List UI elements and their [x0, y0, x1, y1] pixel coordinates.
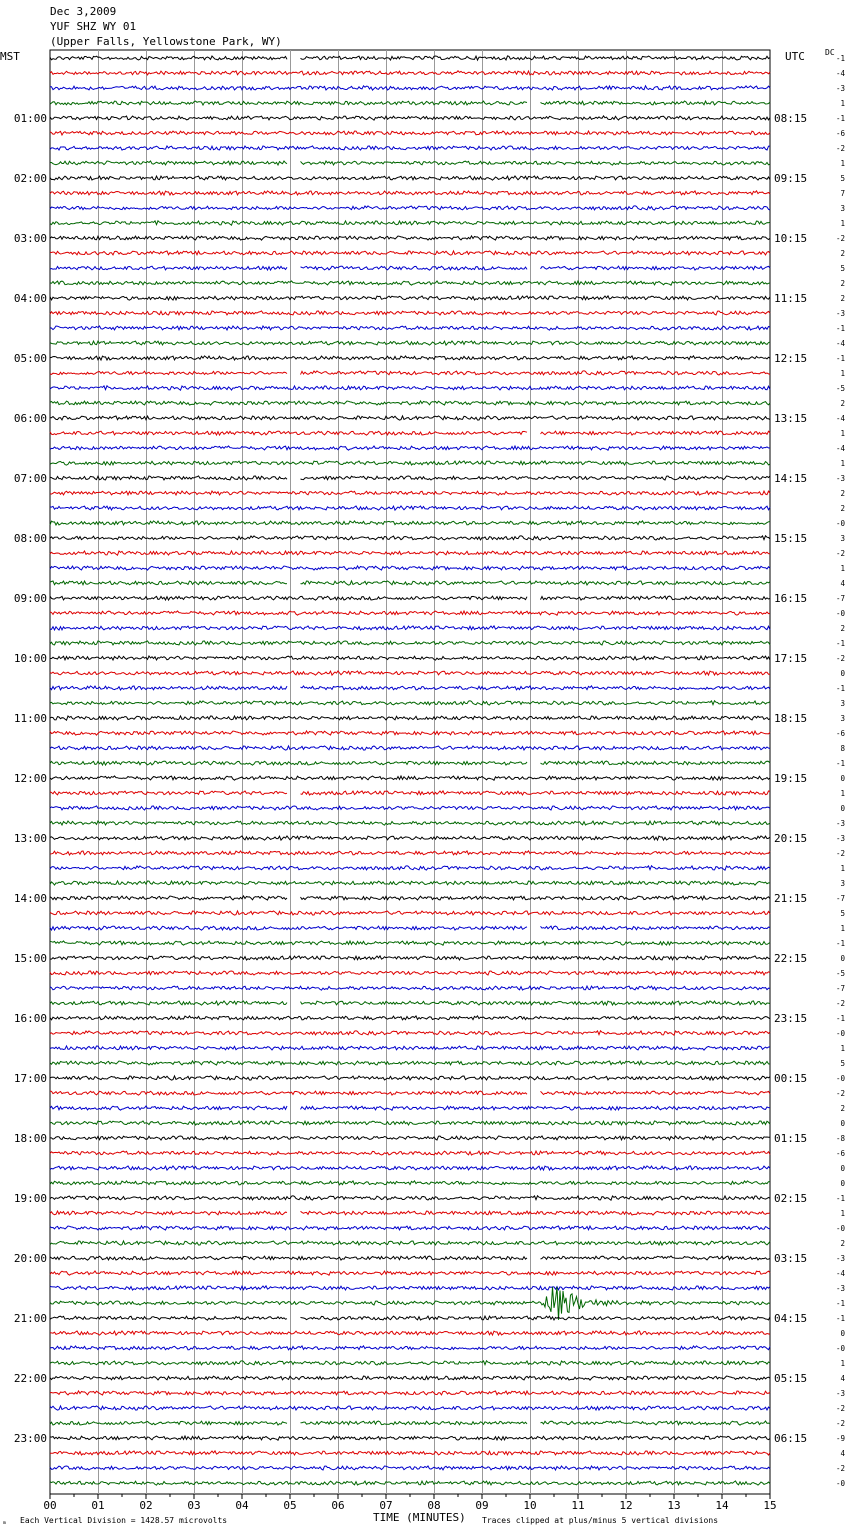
- dc-offset-value: 1: [840, 789, 845, 798]
- utc-hour-label: 11:15: [774, 292, 808, 305]
- seismic-trace-3: [50, 101, 770, 105]
- seismic-trace-32: [50, 536, 770, 540]
- dc-offset-value: 1: [840, 99, 845, 108]
- dc-offset-value: -0: [835, 609, 845, 618]
- seismic-trace-54: [50, 866, 770, 870]
- seismic-trace-56: [50, 896, 770, 900]
- dc-offset-value: 0: [840, 1179, 845, 1188]
- mst-hour-label: 03:00: [13, 232, 47, 245]
- seismic-trace-62: [50, 986, 770, 990]
- mst-hour-label: 05:00: [13, 352, 47, 365]
- seismic-trace-35: [50, 581, 770, 585]
- station-code: YUF SHZ WY 01: [50, 20, 137, 33]
- seismic-trace-76: [50, 1196, 770, 1200]
- dc-offset-value: -2: [835, 1404, 845, 1413]
- seismic-trace-75: [50, 1181, 770, 1185]
- seismic-trace-90: [50, 1406, 770, 1410]
- seismic-trace-47: [50, 761, 770, 765]
- seismic-trace-39: [50, 641, 770, 645]
- seismic-trace-60: [50, 956, 770, 960]
- mst-hour-label: 09:00: [13, 592, 47, 605]
- seismic-trace-22: [50, 386, 770, 390]
- seismic-trace-71: [50, 1121, 770, 1125]
- seismic-trace-46: [50, 746, 770, 750]
- seismic-trace-80: [50, 1256, 770, 1260]
- dc-offset-value: -5: [835, 969, 845, 978]
- seismic-trace-7: [50, 161, 770, 165]
- seismic-trace-88: [50, 1376, 770, 1380]
- dc-offset-value: 0: [840, 1164, 845, 1173]
- utc-hour-label: 09:15: [774, 172, 808, 185]
- utc-hour-label: 18:15: [774, 712, 808, 725]
- seismic-trace-50: [50, 806, 770, 810]
- dc-offset-value: -1: [835, 354, 845, 363]
- dc-offset-value: -5: [835, 384, 845, 393]
- utc-hour-label: 17:15: [774, 652, 808, 665]
- seismic-trace-31: [50, 521, 770, 525]
- dc-offset-value: 2: [840, 624, 845, 633]
- footer-mark: ₘ: [2, 1517, 7, 1526]
- dc-offset-value: -0: [835, 1029, 845, 1038]
- dc-offset-value: -6: [835, 729, 845, 738]
- mst-hour-label: 12:00: [13, 772, 47, 785]
- dc-offset-value: -2: [835, 999, 845, 1008]
- mst-hour-label: 19:00: [13, 1192, 47, 1205]
- dc-offset-value: 3: [840, 699, 845, 708]
- seismic-trace-65: [50, 1031, 770, 1035]
- seismic-trace-27: [50, 461, 770, 465]
- dc-offset-value: -1: [835, 1014, 845, 1023]
- x-tick-label: 01: [91, 1499, 105, 1512]
- seismic-trace-89: [50, 1391, 770, 1395]
- utc-hour-label: 04:15: [774, 1312, 808, 1325]
- seismic-trace-73: [50, 1151, 770, 1155]
- seismic-trace-57: [50, 911, 770, 915]
- x-tick-label: 06: [331, 1499, 345, 1512]
- utc-hour-label: 14:15: [774, 472, 808, 485]
- dc-offset-value: -1: [835, 54, 845, 63]
- mst-hour-label: 10:00: [13, 652, 47, 665]
- utc-hour-label: 21:15: [774, 892, 808, 905]
- dc-offset-value: 2: [840, 399, 845, 408]
- seismic-trace-53: [50, 851, 770, 855]
- dc-offset-value: -0: [835, 1479, 845, 1488]
- dc-offset-value: 5: [840, 1059, 845, 1068]
- seismic-trace-83: [50, 1287, 770, 1320]
- seismic-trace-95: [50, 1481, 770, 1485]
- mst-hour-label: 04:00: [13, 292, 47, 305]
- dc-offset-value: -2: [835, 654, 845, 663]
- dc-offset-value: -3: [835, 1389, 845, 1398]
- seismic-trace-49: [50, 791, 770, 795]
- seismic-trace-64: [50, 1016, 770, 1020]
- scale-note: Each Vertical Division = 1428.57 microvolts: [20, 1516, 228, 1525]
- dc-offset-value: -0: [835, 1344, 845, 1353]
- x-tick-label: 09: [475, 1499, 489, 1512]
- dc-offset-value: -1: [835, 684, 845, 693]
- utc-hour-label: 05:15: [774, 1372, 808, 1385]
- seismic-trace-15: [50, 281, 770, 285]
- mst-axis-label: MST: [0, 50, 20, 63]
- seismic-trace-87: [50, 1361, 770, 1365]
- seismic-trace-92: [50, 1436, 770, 1440]
- plot-date: Dec 3,2009: [50, 5, 117, 18]
- x-tick-label: 05: [283, 1499, 297, 1512]
- dc-offset-value: -1: [835, 639, 845, 648]
- seismic-trace-86: [50, 1346, 770, 1350]
- utc-hour-label: 20:15: [774, 832, 808, 845]
- seismic-trace-68: [50, 1076, 770, 1080]
- seismic-trace-82: [50, 1286, 770, 1290]
- mst-hour-label: 21:00: [13, 1312, 47, 1325]
- dc-offset-value: -4: [835, 339, 845, 348]
- trace-group: [50, 56, 770, 1485]
- mst-hour-label: 08:00: [13, 532, 47, 545]
- utc-hour-label: 23:15: [774, 1012, 808, 1025]
- seismic-trace-19: [50, 341, 770, 345]
- x-tick-label: 08: [427, 1499, 441, 1512]
- seismic-trace-51: [50, 821, 770, 825]
- seismic-trace-6: [50, 146, 770, 150]
- seismic-trace-55: [50, 881, 770, 885]
- dc-offset-value: -9: [835, 1434, 845, 1443]
- utc-hour-label: 13:15: [774, 412, 808, 425]
- dc-offset-value: -4: [835, 69, 845, 78]
- dc-offset-value: 1: [840, 1359, 845, 1368]
- dc-offset-value: -4: [835, 1269, 845, 1278]
- dc-offset-value: 0: [840, 804, 845, 813]
- utc-hour-label: 03:15: [774, 1252, 808, 1265]
- seismic-trace-40: [50, 656, 770, 660]
- seismic-trace-79: [50, 1241, 770, 1245]
- dc-offset-value: -3: [835, 474, 845, 483]
- dc-offset-value: 2: [840, 489, 845, 498]
- dc-offset-value: 1: [840, 564, 845, 573]
- seismic-trace-14: [50, 266, 770, 270]
- station-location: (Upper Falls, Yellowstone Park, WY): [50, 35, 282, 48]
- utc-hour-label: 15:15: [774, 532, 808, 545]
- seismic-trace-77: [50, 1211, 770, 1215]
- dc-offset-value: -3: [835, 834, 845, 843]
- mst-hour-label: 13:00: [13, 832, 47, 845]
- seismic-trace-9: [50, 191, 770, 195]
- mst-hour-label: 16:00: [13, 1012, 47, 1025]
- seismic-trace-69: [50, 1091, 770, 1095]
- x-tick-label: 03: [187, 1499, 201, 1512]
- x-tick-label: 13: [667, 1499, 681, 1512]
- seismic-trace-42: [50, 686, 770, 690]
- utc-hour-label: 01:15: [774, 1132, 808, 1145]
- seismic-trace-67: [50, 1061, 770, 1065]
- seismic-trace-66: [50, 1046, 770, 1050]
- dc-offset-value: -4: [835, 444, 845, 453]
- dc-offset-value: -6: [835, 129, 845, 138]
- dc-offset-value: 3: [840, 204, 845, 213]
- dc-offset-value: -1: [835, 939, 845, 948]
- seismic-trace-0: [50, 56, 770, 60]
- dc-offset-value: -2: [835, 144, 845, 153]
- seismic-trace-70: [50, 1106, 770, 1110]
- utc-hour-label: 16:15: [774, 592, 808, 605]
- utc-hour-label: 02:15: [774, 1192, 808, 1205]
- dc-offset-value: -7: [835, 594, 845, 603]
- dc-offset-value: 4: [840, 579, 845, 588]
- plot-frame: [50, 50, 770, 1494]
- seismic-trace-13: [50, 251, 770, 255]
- seismic-trace-44: [50, 716, 770, 720]
- seismic-trace-33: [50, 551, 770, 555]
- dc-offset-value: 5: [840, 174, 845, 183]
- seismic-trace-11: [50, 221, 770, 225]
- dc-offset-value: 1: [840, 1044, 845, 1053]
- seismic-trace-17: [50, 311, 770, 315]
- seismic-trace-26: [50, 446, 770, 450]
- dc-offset-value: -6: [835, 1149, 845, 1158]
- dc-offset-value: -8: [835, 1134, 845, 1143]
- mst-hour-label: 14:00: [13, 892, 47, 905]
- seismic-trace-28: [50, 476, 770, 480]
- dc-offset-value: 2: [840, 279, 845, 288]
- seismic-trace-8: [50, 176, 770, 180]
- dc-offset-value: -1: [835, 759, 845, 768]
- seismic-trace-84: [50, 1316, 770, 1320]
- x-tick-label: 14: [715, 1499, 729, 1512]
- mst-hour-label: 07:00: [13, 472, 47, 485]
- seismic-trace-45: [50, 731, 770, 735]
- seismic-trace-25: [50, 431, 770, 435]
- dc-offset-value: -0: [835, 1224, 845, 1233]
- seismic-trace-12: [50, 236, 770, 240]
- seismic-trace-41: [50, 671, 770, 675]
- utc-hour-label: 10:15: [774, 232, 808, 245]
- seismic-trace-59: [50, 941, 770, 945]
- dc-offset-value: -3: [835, 1254, 845, 1263]
- dc-offset-value: 1: [840, 1209, 845, 1218]
- utc-hour-label: 22:15: [774, 952, 808, 965]
- mst-hour-label: 22:00: [13, 1372, 47, 1385]
- dc-offset-value: -2: [835, 1419, 845, 1428]
- dc-offset-value: 0: [840, 1329, 845, 1338]
- dc-offset-value: -1: [835, 1299, 845, 1308]
- mst-hour-label: 15:00: [13, 952, 47, 965]
- dc-offset-value: 2: [840, 1239, 845, 1248]
- mst-hour-label: 01:00: [13, 112, 47, 125]
- seismic-trace-5: [50, 131, 770, 135]
- seismic-trace-16: [50, 296, 770, 300]
- mst-hour-label: 11:00: [13, 712, 47, 725]
- seismic-trace-37: [50, 611, 770, 615]
- utc-axis-label: UTC: [785, 50, 805, 63]
- dc-offset-value: 3: [840, 534, 845, 543]
- dc-offset-value: 2: [840, 1104, 845, 1113]
- dc-offset-value: 5: [840, 264, 845, 273]
- seismic-trace-30: [50, 506, 770, 510]
- dc-offset-value: 3: [840, 879, 845, 888]
- dc-offset-value: -2: [835, 1089, 845, 1098]
- dc-offset-value: 2: [840, 249, 845, 258]
- dc-offset-value: 1: [840, 924, 845, 933]
- seismic-trace-63: [50, 1001, 770, 1005]
- seismic-trace-23: [50, 401, 770, 405]
- dc-offset-value: -1: [835, 1194, 845, 1203]
- seismic-trace-38: [50, 626, 770, 630]
- dc-offset-value: -3: [835, 84, 845, 93]
- mst-hour-label: 02:00: [13, 172, 47, 185]
- seismic-trace-20: [50, 356, 770, 360]
- dc-offset-value: -1: [835, 114, 845, 123]
- dc-offset-value: 1: [840, 159, 845, 168]
- seismic-trace-1: [50, 71, 770, 75]
- seismic-trace-52: [50, 836, 770, 840]
- mst-hour-label: 18:00: [13, 1132, 47, 1145]
- dc-offset-value: -2: [835, 849, 845, 858]
- seismic-trace-94: [50, 1466, 770, 1470]
- x-tick-label: 10: [523, 1499, 537, 1512]
- dc-offset-value: 5: [840, 909, 845, 918]
- seismic-trace-58: [50, 926, 770, 930]
- seismic-trace-2: [50, 86, 770, 90]
- x-tick-label: 07: [379, 1499, 393, 1512]
- mst-hour-label: 20:00: [13, 1252, 47, 1265]
- seismic-trace-74: [50, 1166, 770, 1170]
- dc-offset-value: 0: [840, 1119, 845, 1128]
- dc-offset-value: 1: [840, 219, 845, 228]
- x-tick-label: 02: [139, 1499, 153, 1512]
- utc-hour-label: 00:15: [774, 1072, 808, 1085]
- dc-offset-value: -0: [835, 1074, 845, 1083]
- seismic-trace-4: [50, 116, 770, 120]
- seismic-trace-81: [50, 1271, 770, 1275]
- dc-offset-value: 4: [840, 1374, 845, 1383]
- seismic-trace-21: [50, 371, 770, 375]
- dc-offset-value: 0: [840, 774, 845, 783]
- dc-offset-value: -3: [835, 1284, 845, 1293]
- dc-offset-value: -3: [835, 819, 845, 828]
- seismic-trace-34: [50, 566, 770, 570]
- dc-offset-value: -4: [835, 414, 845, 423]
- seismic-trace-72: [50, 1136, 770, 1140]
- dc-offset-value: 1: [840, 369, 845, 378]
- x-tick-label: 11: [571, 1499, 585, 1512]
- dc-offset-value: -0: [835, 519, 845, 528]
- dc-offset-value: -1: [835, 324, 845, 333]
- dc-offset-value: -7: [835, 894, 845, 903]
- dc-offset-value: 1: [840, 864, 845, 873]
- utc-hour-label: 12:15: [774, 352, 808, 365]
- dc-offset-value: 4: [840, 1449, 845, 1458]
- dc-offset-value: 1: [840, 429, 845, 438]
- seismic-trace-78: [50, 1226, 770, 1230]
- dc-offset-value: -2: [835, 234, 845, 243]
- seismic-trace-91: [50, 1421, 770, 1425]
- seismic-trace-10: [50, 206, 770, 210]
- seismic-trace-36: [50, 596, 770, 600]
- dc-offset-value: 0: [840, 954, 845, 963]
- dc-offset-value: -1: [835, 1314, 845, 1323]
- dc-offset-value: 7: [840, 189, 845, 198]
- seismic-trace-24: [50, 416, 770, 420]
- dc-offset-value: 1: [840, 459, 845, 468]
- clip-note: Traces clipped at plus/minus 5 vertical divisions: [482, 1516, 719, 1525]
- x-tick-label: 00: [43, 1499, 57, 1512]
- mst-hour-label: 17:00: [13, 1072, 47, 1085]
- seismic-trace-93: [50, 1451, 770, 1455]
- dc-offset-value: -2: [835, 549, 845, 558]
- mst-hour-label: 23:00: [13, 1432, 47, 1445]
- mst-hour-label: 06:00: [13, 412, 47, 425]
- x-axis-title: TIME (MINUTES): [373, 1511, 466, 1524]
- seismic-trace-18: [50, 326, 770, 330]
- dc-offset-value: -2: [835, 1464, 845, 1473]
- x-tick-label: 15: [763, 1499, 777, 1512]
- seismic-trace-61: [50, 971, 770, 975]
- dc-offset-value: -7: [835, 984, 845, 993]
- seismic-trace-48: [50, 776, 770, 780]
- utc-hour-label: 06:15: [774, 1432, 808, 1445]
- dc-offset-value: -3: [835, 309, 845, 318]
- utc-hour-label: 08:15: [774, 112, 808, 125]
- dc-offset-value: 8: [840, 744, 845, 753]
- dc-offset-value: 2: [840, 294, 845, 303]
- dc-axis-label: DC: [825, 48, 835, 57]
- dc-offset-value: 0: [840, 669, 845, 678]
- x-tick-label: 04: [235, 1499, 249, 1512]
- utc-hour-label: 19:15: [774, 772, 808, 785]
- seismic-trace-85: [50, 1331, 770, 1335]
- seismic-trace-29: [50, 491, 770, 495]
- seismic-trace-43: [50, 701, 770, 705]
- x-tick-label: 12: [619, 1499, 633, 1512]
- dc-offset-value: 3: [840, 714, 845, 723]
- dc-offset-value: 2: [840, 504, 845, 513]
